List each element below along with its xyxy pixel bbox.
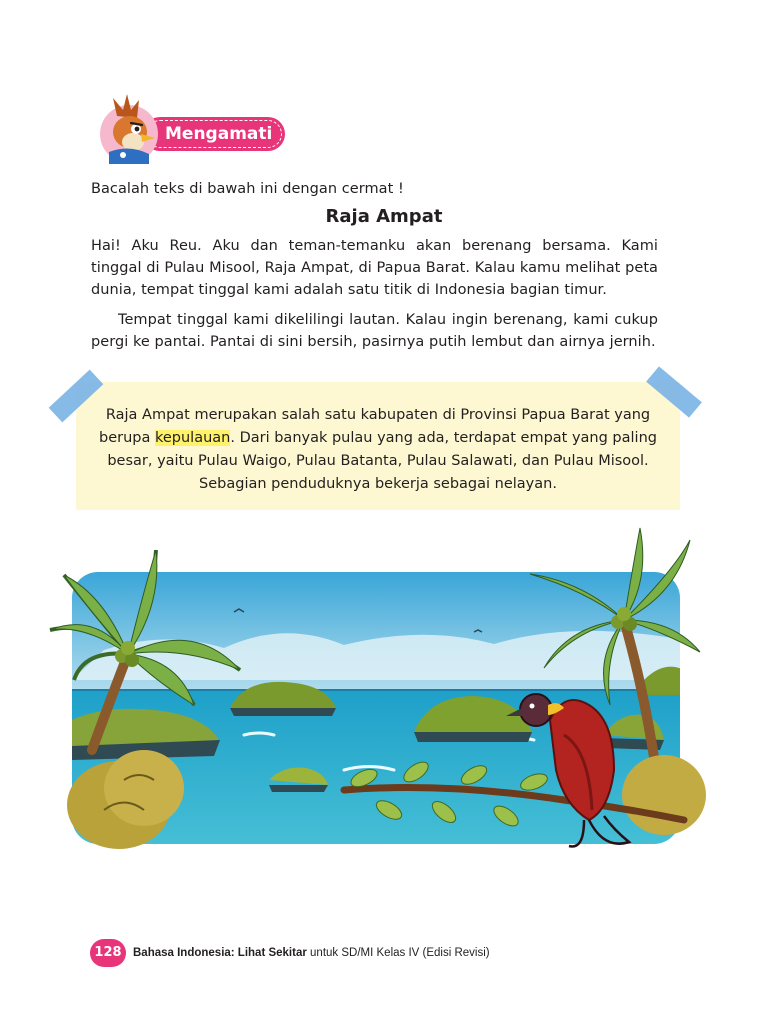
page-number: 128 (90, 939, 126, 967)
paragraph-1: Hai! Aku Reu. Aku dan teman-temanku akan berenang bersama. Kami tinggal di Pulau Misool, Raja Ampat, di Papua Barat. Kalau kamu melihat peta dunia, tempat tinggal kami adalah satu titik di Indonesia bagian timur. (91, 238, 658, 298)
paragraph-2: Tempat tinggal kami dikelilingi lautan. Kalau ingin berenang, kami cukup pergi ke pantai. Pantai di sini bersih, pasirnya putih lembut dan airnya jernih. (91, 312, 658, 350)
info-note (76, 382, 680, 510)
highlighted-term: kepulauan (154, 430, 231, 446)
instruction-text: Bacalah teks di bawah ini dengan cermat ! (91, 181, 404, 197)
mascot-icon (97, 92, 161, 164)
page-title: Raja Ampat (325, 206, 443, 227)
book-title: Bahasa Indonesia: Lihat Sekitar (133, 947, 307, 959)
raja-ampat-illustration (44, 520, 724, 880)
note-text: Raja Ampat merupakan salah satu kabupaten di Provinsi Papua Barat yang berupa kepulauan. Dari banyak pulau yang ada, terdapat empat yang paling besar, yaitu Pulau Waigo, Pulau Batanta, Pulau Salawati, dan Pulau Misool. Sebagian penduduknya bekerja sebagai nelayan. (99, 407, 657, 492)
book-subtitle: untuk SD/MI Kelas IV (Edisi Revisi) (306, 947, 490, 959)
section-pill (143, 117, 285, 151)
section-label: Mengamati (165, 124, 273, 144)
section-badge (97, 92, 292, 164)
footer-text (133, 944, 490, 962)
